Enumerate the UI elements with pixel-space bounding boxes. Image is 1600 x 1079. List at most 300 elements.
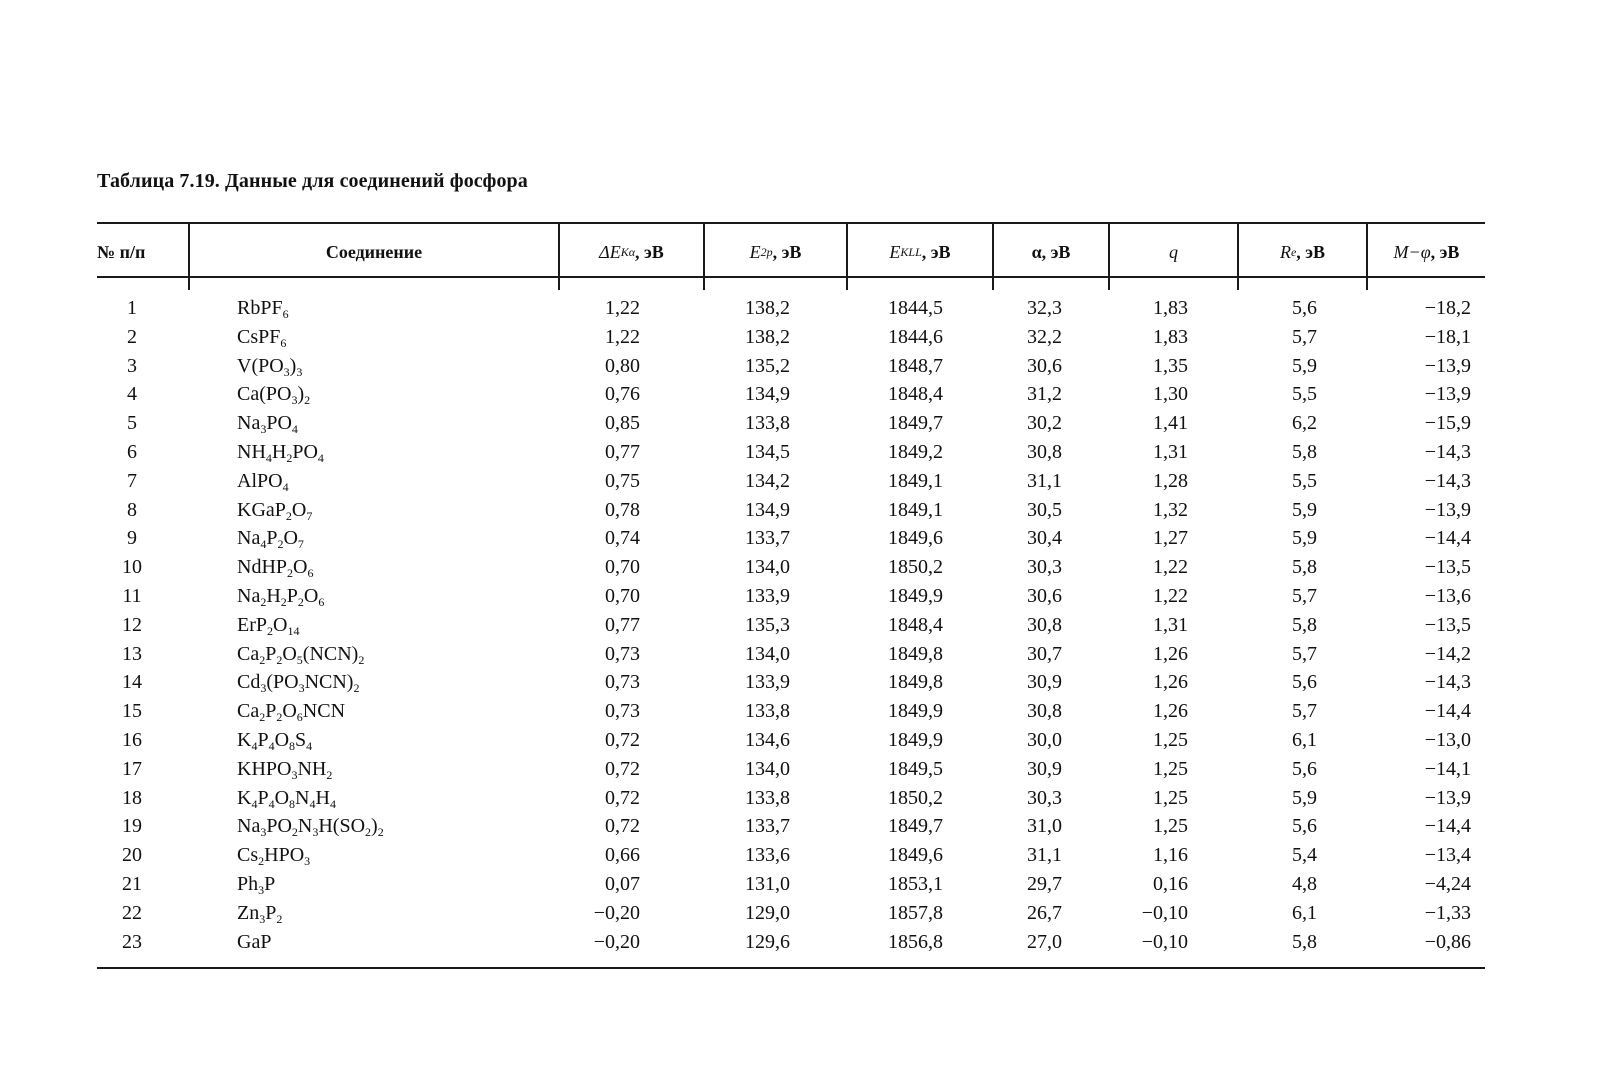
formula-part: Na xyxy=(237,815,261,838)
cell-q: 1,27 xyxy=(1153,527,1188,550)
formula-subscript: 2 xyxy=(353,681,360,696)
cell-compound xyxy=(237,870,557,899)
cell-alpha: 30,8 xyxy=(1027,613,1062,636)
cell-n: 2 xyxy=(127,325,137,348)
cell-dE: −0,20 xyxy=(593,901,640,924)
cell-n: 13 xyxy=(122,642,142,665)
table-row xyxy=(0,409,1600,438)
cell-n: 3 xyxy=(127,354,137,377)
cell-q: 1,25 xyxy=(1153,786,1188,809)
formula-subscript: 2 xyxy=(276,911,283,926)
cell-e2p: 133,9 xyxy=(745,671,790,694)
cell-ekll: 1849,8 xyxy=(888,642,943,665)
formula-part: O xyxy=(293,556,308,579)
formula-subscript: 8 xyxy=(289,739,296,753)
header-delta-e-kalpha: ΔE Kα , эВ xyxy=(599,241,664,262)
cell-ekll: 1848,7 xyxy=(888,354,943,377)
table-row xyxy=(0,812,1600,841)
cell-q: 1,28 xyxy=(1153,469,1188,492)
formula-part: O xyxy=(291,498,307,521)
formula-part: PO xyxy=(292,441,318,463)
cell-e2p: 134,0 xyxy=(745,642,790,665)
cell-mphi: −15,9 xyxy=(1424,412,1471,435)
formula-subscript: 4 xyxy=(251,739,258,753)
cell-dE: 0,77 xyxy=(605,613,640,636)
formula-part: H xyxy=(271,441,287,463)
cell-compound xyxy=(237,380,557,409)
formula-part: AlPO xyxy=(237,469,283,492)
formula-part: O xyxy=(274,729,290,751)
cell-ekll: 1849,8 xyxy=(888,671,943,694)
table-bottom-rule xyxy=(97,967,1485,969)
cell-alpha: 30,8 xyxy=(1027,700,1062,723)
cell-compound xyxy=(237,294,557,323)
formula-subscript: 2 xyxy=(304,393,311,408)
cell-compound xyxy=(237,611,557,640)
cell-n: 22 xyxy=(122,901,142,924)
cell-dE: 0,80 xyxy=(605,354,640,377)
formula-subscript: 2 xyxy=(259,652,266,667)
cell-dE: −0,20 xyxy=(593,930,640,953)
cell-mphi: −13,9 xyxy=(1424,354,1471,377)
cell-n: 21 xyxy=(122,873,142,895)
cell-compound xyxy=(237,784,557,813)
table-row xyxy=(0,611,1600,640)
cell-re: 5,5 xyxy=(1292,469,1317,492)
cell-dE: 0,74 xyxy=(605,527,640,550)
formula-part: P xyxy=(265,901,277,924)
cell-ekll: 1848,4 xyxy=(888,613,943,636)
formula-subscript: 3 xyxy=(258,883,265,897)
cell-re: 5,8 xyxy=(1292,556,1317,579)
cell-ekll: 1849,1 xyxy=(888,498,943,521)
cell-mphi: −13,9 xyxy=(1424,786,1471,809)
formula-subscript: 3 xyxy=(304,854,311,869)
cell-ekll: 1850,2 xyxy=(888,556,943,579)
cell-n: 11 xyxy=(122,585,142,607)
formula-part: O xyxy=(273,613,288,636)
formula-part: Ph xyxy=(237,873,259,895)
cell-compound xyxy=(237,352,557,381)
cell-dE: 0,66 xyxy=(605,844,640,867)
cell-dE: 0,73 xyxy=(605,671,640,694)
table-row xyxy=(0,582,1600,611)
cell-n: 15 xyxy=(122,700,142,723)
table-row xyxy=(0,380,1600,409)
formula-subscript: 4 xyxy=(306,739,313,753)
cell-mphi: −13,9 xyxy=(1424,498,1471,521)
formula-subscript: 3 xyxy=(291,767,298,782)
cell-mphi: −18,1 xyxy=(1424,325,1471,348)
formula-subscript: 4 xyxy=(291,422,298,437)
formula-subscript: 5 xyxy=(296,652,303,667)
formula-part: Na xyxy=(237,527,261,550)
table-row xyxy=(0,841,1600,870)
cell-alpha: 32,2 xyxy=(1027,325,1062,348)
cell-mphi: −13,9 xyxy=(1424,383,1471,406)
cell-re: 5,9 xyxy=(1292,527,1317,550)
cell-ekll: 1849,7 xyxy=(888,412,943,435)
formula-subscript: 3 xyxy=(259,911,266,926)
cell-compound xyxy=(237,553,557,582)
cell-alpha: 30,0 xyxy=(1027,729,1062,751)
table-row xyxy=(0,928,1600,957)
formula-subscript: 2 xyxy=(276,652,283,667)
cell-e2p: 134,9 xyxy=(745,383,790,406)
formula-part: CsPF xyxy=(237,325,281,348)
formula-subscript: 2 xyxy=(267,623,273,638)
formula-part: P xyxy=(264,873,276,895)
formula-part: RbPF xyxy=(237,297,283,319)
cell-q: 1,31 xyxy=(1153,441,1188,463)
cell-mphi: −14,2 xyxy=(1424,642,1471,665)
formula-part: Ca(PO xyxy=(237,383,292,406)
formula-part: ) xyxy=(371,815,378,838)
cell-ekll: 1849,2 xyxy=(888,441,943,463)
cell-mphi: −1,33 xyxy=(1424,901,1471,924)
cell-e2p: 135,3 xyxy=(745,613,790,636)
cell-compound xyxy=(237,496,557,525)
formula-subscript: 4 xyxy=(268,739,275,753)
cell-dE: 0,75 xyxy=(605,469,640,492)
cell-compound xyxy=(237,524,557,553)
cell-re: 5,4 xyxy=(1292,844,1317,867)
formula-part: N xyxy=(295,786,310,809)
formula-subscript: 2 xyxy=(277,537,284,552)
formula-subscript: 2 xyxy=(291,825,298,840)
cell-q: 1,32 xyxy=(1153,498,1188,521)
cell-mphi: −0,86 xyxy=(1424,930,1471,953)
table-row xyxy=(0,323,1600,352)
cell-n: 1 xyxy=(127,297,137,319)
cell-alpha: 30,9 xyxy=(1027,671,1062,694)
formula-subscript: 4 xyxy=(309,796,316,811)
formula-part: (NCN) xyxy=(302,642,359,665)
formula-part: Cs xyxy=(237,844,259,867)
cell-ekll: 1850,2 xyxy=(888,786,943,809)
formula-subscript: 4 xyxy=(268,796,275,811)
formula-subscript: 2 xyxy=(280,595,287,609)
formula-subscript: 8 xyxy=(289,796,296,811)
table-top-rule xyxy=(97,222,1485,224)
cell-dE: 0,77 xyxy=(605,441,640,463)
formula-subscript: 3 xyxy=(283,364,290,379)
formula-subscript: 2 xyxy=(259,710,266,725)
cell-n: 10 xyxy=(122,556,142,579)
cell-re: 5,6 xyxy=(1292,297,1317,319)
formula-part: O xyxy=(282,700,297,723)
cell-q: −0,10 xyxy=(1141,901,1188,924)
formula-part: P xyxy=(286,585,298,607)
table-row xyxy=(0,294,1600,323)
cell-mphi: −13,4 xyxy=(1424,844,1471,867)
cell-re: 5,6 xyxy=(1292,815,1317,838)
cell-compound xyxy=(237,755,557,784)
cell-ekll: 1849,6 xyxy=(888,527,943,550)
cell-ekll: 1849,6 xyxy=(888,844,943,867)
cell-q: 1,25 xyxy=(1153,815,1188,838)
cell-dE: 0,78 xyxy=(605,498,640,521)
table-row xyxy=(0,640,1600,669)
cell-dE: 0,73 xyxy=(605,700,640,723)
cell-e2p: 133,8 xyxy=(745,786,790,809)
formula-part: P xyxy=(265,700,277,723)
cell-alpha: 31,2 xyxy=(1027,383,1062,406)
cell-compound xyxy=(237,841,557,870)
formula-part: HPO xyxy=(264,844,305,867)
formula-subscript: 2 xyxy=(285,508,292,523)
cell-q: −0,10 xyxy=(1141,930,1188,953)
cell-n: 20 xyxy=(122,844,142,867)
formula-subscript: 2 xyxy=(276,710,283,725)
cell-re: 5,7 xyxy=(1292,325,1317,348)
header-q: q xyxy=(1169,241,1178,262)
cell-alpha: 27,0 xyxy=(1027,930,1062,953)
formula-part: PO xyxy=(266,815,292,838)
cell-alpha: 30,6 xyxy=(1027,585,1062,607)
formula-subscript: 4 xyxy=(329,796,336,811)
cell-ekll: 1844,5 xyxy=(888,297,943,319)
cell-n: 23 xyxy=(122,930,142,953)
formula-part: O xyxy=(282,642,297,665)
cell-compound xyxy=(237,899,557,928)
cell-dE: 0,85 xyxy=(605,412,640,435)
cell-q: 1,41 xyxy=(1153,412,1188,435)
formula-subscript: 4 xyxy=(282,479,289,494)
formula-part: O xyxy=(283,527,298,550)
cell-n: 19 xyxy=(122,815,142,838)
formula-part: Ca xyxy=(237,642,260,665)
cell-compound xyxy=(237,812,557,841)
cell-ekll: 1849,9 xyxy=(888,585,943,607)
cell-alpha: 30,3 xyxy=(1027,786,1062,809)
cell-alpha: 30,8 xyxy=(1027,441,1062,463)
formula-subscript: 3 xyxy=(260,422,267,437)
formula-part: NCN) xyxy=(304,671,354,694)
cell-e2p: 133,6 xyxy=(745,844,790,867)
cell-e2p: 134,0 xyxy=(745,556,790,579)
table-row xyxy=(0,496,1600,525)
formula-subscript: 6 xyxy=(307,566,314,581)
cell-alpha: 30,5 xyxy=(1027,498,1062,521)
formula-part: Na xyxy=(237,585,261,607)
cell-re: 6,1 xyxy=(1292,729,1317,751)
cell-compound xyxy=(237,928,557,957)
cell-q: 0,16 xyxy=(1153,873,1188,895)
formula-part: PO xyxy=(266,412,292,435)
formula-part: NdHP xyxy=(237,556,288,579)
formula-subscript: 3 xyxy=(260,681,267,696)
header-ekll: E KLL , эВ xyxy=(889,241,951,262)
cell-ekll: 1849,5 xyxy=(888,757,943,780)
cell-ekll: 1849,7 xyxy=(888,815,943,838)
cell-re: 5,7 xyxy=(1292,700,1317,723)
cell-n: 6 xyxy=(127,441,137,463)
cell-n: 16 xyxy=(122,729,142,751)
table-row xyxy=(0,438,1600,467)
cell-alpha: 32,3 xyxy=(1027,297,1062,319)
cell-e2p: 134,9 xyxy=(745,498,790,521)
cell-ekll: 1848,4 xyxy=(888,383,943,406)
formula-subscript: 14 xyxy=(287,623,300,638)
cell-re: 5,6 xyxy=(1292,671,1317,694)
cell-e2p: 134,6 xyxy=(745,729,790,751)
cell-e2p: 134,0 xyxy=(745,757,790,780)
formula-part: K xyxy=(237,786,252,809)
cell-e2p: 138,2 xyxy=(745,325,790,348)
formula-part: (PO xyxy=(266,671,299,694)
cell-ekll: 1853,1 xyxy=(888,873,943,895)
formula-subscript: 4 xyxy=(265,451,272,465)
formula-subscript: 3 xyxy=(260,825,267,840)
formula-subscript: 2 xyxy=(258,854,265,869)
cell-n: 7 xyxy=(127,469,137,492)
formula-part: P xyxy=(266,527,278,550)
cell-mphi: −14,3 xyxy=(1424,469,1471,492)
formula-part: N xyxy=(297,815,313,838)
formula-part: KGaP xyxy=(237,498,286,521)
cell-alpha: 29,7 xyxy=(1027,873,1062,895)
cell-alpha: 30,6 xyxy=(1027,354,1062,377)
formula-part: S xyxy=(295,729,307,751)
cell-q: 1,30 xyxy=(1153,383,1188,406)
formula-part: Ca xyxy=(237,700,260,723)
cell-re: 5,7 xyxy=(1292,642,1317,665)
header-m-phi: M−φ , эВ xyxy=(1393,241,1460,262)
cell-compound xyxy=(237,409,557,438)
cell-dE: 1,22 xyxy=(605,325,640,348)
formula-subscript: 4 xyxy=(260,537,267,552)
cell-dE: 0,72 xyxy=(605,757,640,780)
cell-dE: 0,07 xyxy=(605,873,640,895)
cell-alpha: 31,1 xyxy=(1027,844,1062,867)
formula-subscript: 7 xyxy=(306,508,313,523)
formula-part: ErP xyxy=(237,613,267,636)
formula-part: ) xyxy=(289,354,297,377)
formula-part: Na xyxy=(237,412,261,435)
formula-subscript: 4 xyxy=(317,451,324,465)
formula-subscript: 3 xyxy=(291,393,298,408)
cell-n: 5 xyxy=(127,412,137,435)
cell-e2p: 133,7 xyxy=(745,527,790,550)
cell-ekll: 1849,9 xyxy=(888,729,943,751)
formula-subscript: 2 xyxy=(326,767,333,782)
cell-mphi: −13,6 xyxy=(1424,585,1471,607)
formula-part: O xyxy=(303,585,319,607)
formula-subscript: 3 xyxy=(312,825,319,840)
cell-re: 5,9 xyxy=(1292,354,1317,377)
table-title: Таблица 7.19. Данные для соединений фосфора xyxy=(97,170,528,192)
formula-part: Zn xyxy=(237,901,260,924)
cell-re: 5,7 xyxy=(1292,585,1317,607)
formula-part: P xyxy=(257,786,269,809)
cell-mphi: −14,3 xyxy=(1424,671,1471,694)
cell-mphi: −14,4 xyxy=(1424,700,1471,723)
cell-ekll: 1849,9 xyxy=(888,700,943,723)
formula-subscript: 3 xyxy=(296,364,303,379)
cell-q: 1,25 xyxy=(1153,729,1188,751)
formula-subscript: 6 xyxy=(280,335,287,350)
cell-n: 14 xyxy=(122,671,142,694)
formula-part: Cd xyxy=(237,671,261,694)
formula-subscript: 2 xyxy=(358,652,365,667)
table-row xyxy=(0,668,1600,697)
header-re: R e , эВ xyxy=(1279,241,1326,262)
formula-part: H(SO xyxy=(318,815,366,838)
cell-compound xyxy=(237,323,557,352)
table-row xyxy=(0,899,1600,928)
formula-part: H xyxy=(266,585,281,607)
cell-e2p: 133,8 xyxy=(745,412,790,435)
cell-mphi: −13,0 xyxy=(1424,729,1471,751)
cell-mphi: −4,24 xyxy=(1424,873,1471,895)
cell-compound xyxy=(237,467,557,496)
formula-subscript: 2 xyxy=(286,451,293,465)
cell-compound xyxy=(237,582,557,611)
cell-dE: 1,22 xyxy=(605,297,640,319)
formula-part: NCN xyxy=(302,700,346,723)
cell-ekll: 1856,8 xyxy=(888,930,943,953)
cell-re: 5,9 xyxy=(1292,498,1317,521)
cell-alpha: 30,3 xyxy=(1027,556,1062,579)
cell-alpha: 30,2 xyxy=(1027,412,1062,435)
cell-e2p: 129,0 xyxy=(745,901,790,924)
cell-q: 1,26 xyxy=(1153,642,1188,665)
table-row xyxy=(0,726,1600,755)
cell-alpha: 30,4 xyxy=(1027,527,1062,550)
cell-mphi: −14,4 xyxy=(1424,527,1471,550)
formula-part: NH xyxy=(297,757,327,780)
cell-e2p: 131,0 xyxy=(745,873,790,895)
formula-subscript: 2 xyxy=(287,566,294,581)
cell-re: 4,8 xyxy=(1292,873,1317,895)
cell-e2p: 134,2 xyxy=(745,469,790,492)
formula-part: O xyxy=(274,786,290,809)
header-number: № п/п xyxy=(97,241,146,262)
cell-q: 1,35 xyxy=(1153,354,1188,377)
cell-alpha: 30,7 xyxy=(1027,642,1062,665)
cell-n: 18 xyxy=(122,786,142,809)
cell-compound xyxy=(237,726,557,755)
cell-dE: 0,70 xyxy=(605,585,640,607)
cell-mphi: −13,5 xyxy=(1424,613,1471,636)
cell-q: 1,26 xyxy=(1153,700,1188,723)
cell-dE: 0,72 xyxy=(605,786,640,809)
cell-e2p: 129,6 xyxy=(745,930,790,953)
cell-re: 5,8 xyxy=(1292,441,1317,463)
cell-re: 6,2 xyxy=(1292,412,1317,435)
cell-compound xyxy=(237,640,557,669)
formula-subscript: 3 xyxy=(298,681,305,696)
cell-n: 17 xyxy=(122,757,142,780)
cell-alpha: 30,9 xyxy=(1027,757,1062,780)
cell-re: 5,8 xyxy=(1292,930,1317,953)
cell-ekll: 1844,6 xyxy=(888,325,943,348)
formula-part: ) xyxy=(297,383,305,406)
table-row xyxy=(0,870,1600,899)
cell-alpha: 31,1 xyxy=(1027,469,1062,492)
cell-q: 1,22 xyxy=(1153,585,1188,607)
cell-ekll: 1857,8 xyxy=(888,901,943,924)
cell-mphi: −18,2 xyxy=(1424,297,1471,319)
table-row xyxy=(0,524,1600,553)
cell-e2p: 133,8 xyxy=(745,700,790,723)
cell-compound xyxy=(237,697,557,726)
cell-e2p: 133,7 xyxy=(745,815,790,838)
cell-e2p: 135,2 xyxy=(745,354,790,377)
formula-subscript: 2 xyxy=(260,595,267,609)
cell-mphi: −14,3 xyxy=(1424,441,1471,463)
